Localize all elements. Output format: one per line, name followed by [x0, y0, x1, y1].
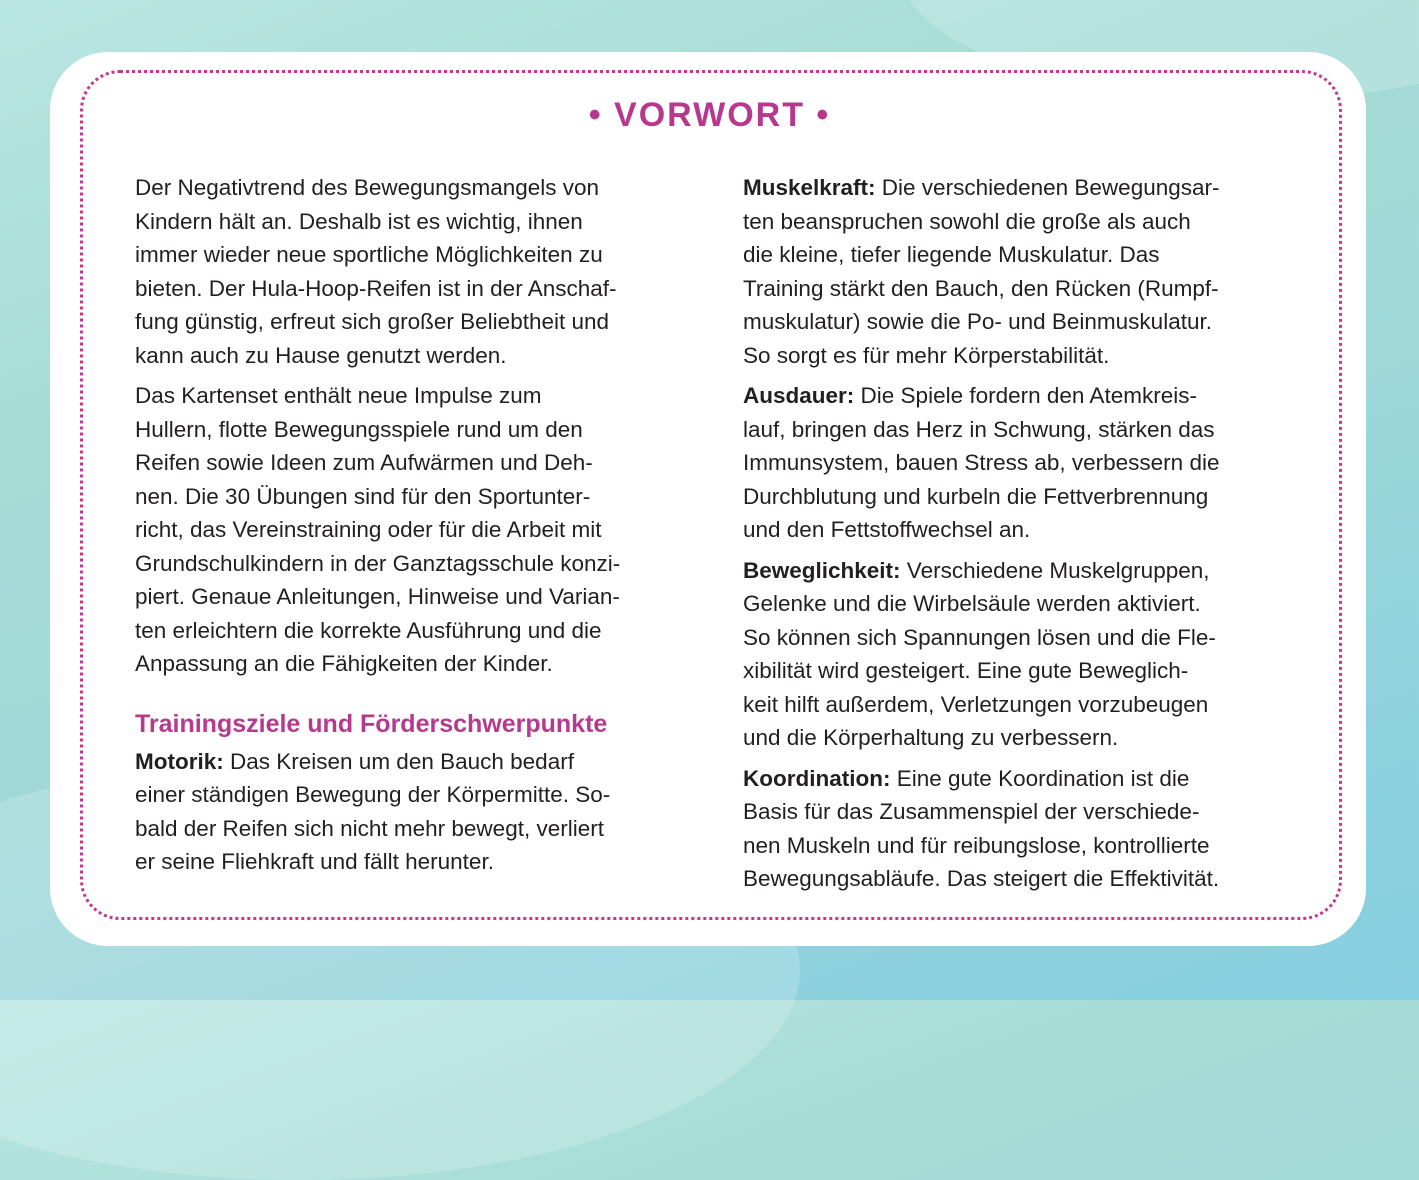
text-line: Gelenke und die Wirbelsäule werden aktiviert.	[743, 591, 1201, 616]
text-line: einer ständigen Bewegung der Körpermitte. So-	[135, 782, 611, 807]
text-run: Eine gute Koordination ist die	[890, 765, 1190, 791]
text-line: bieten. Der Hula-Hoop-Reifen ist in der Anschaf-	[135, 275, 617, 301]
text-line	[743, 379, 1303, 413]
text-line: nen Muskeln und für reibungslose, kontrollierte	[743, 832, 1210, 858]
text-line: kann auch zu Hause genutzt werden.	[135, 342, 507, 368]
intro-paragraph	[135, 171, 695, 372]
text-line: ten erleichtern die korrekte Ausführung und die	[135, 617, 602, 643]
text-line: Das Kartenset enthält neue Impulse zum	[135, 383, 542, 408]
text-line: Durchblutung und kurbeln die Fettverbrennung	[743, 483, 1209, 509]
text-run: Die Spiele fordern den Atemkreis-	[854, 383, 1197, 408]
right-column	[743, 171, 1303, 903]
text-line	[743, 554, 1303, 588]
text-line: und den Fettstoffwechsel an.	[743, 517, 1031, 542]
cardset-paragraph	[135, 379, 695, 681]
text-line: immer wieder neue sportliche Möglichkeiten zu	[135, 242, 603, 267]
text-line	[743, 762, 1303, 796]
text-line: er seine Fliehkraft und fällt herunter.	[135, 849, 494, 874]
section-heading: Trainingsziele und Förderschwerpunkte	[135, 709, 608, 738]
text-line: Basis für das Zusammenspiel der verschiede-	[743, 799, 1200, 824]
text-line: Der Negativtrend des Bewegungsmangels von	[135, 175, 600, 200]
text-line: Hullern, flotte Bewegungsspiele rund um den	[135, 416, 583, 442]
text-line: und die Körperhaltung zu verbessern.	[743, 725, 1119, 750]
text-line: Kindern hält an. Deshalb ist es wichtig, ihnen	[135, 208, 583, 234]
motorik-label: Motorik:	[135, 748, 224, 774]
text-line: muskulatur) sowie die Po- und Beinmuskulatur.	[743, 309, 1212, 334]
text-run: Das Kreisen um den Bauch bedarf	[223, 748, 574, 774]
text-line: So sorgt es für mehr Körperstabilität.	[743, 342, 1110, 368]
motorik-paragraph	[135, 745, 695, 879]
text-line: piert. Genaue Anleitungen, Hinweise und Varian-	[135, 584, 620, 609]
text-line: Immunsystem, bauen Stress ab, verbessern die	[743, 450, 1220, 475]
text-line: Reifen sowie Ideen zum Aufwärmen und Deh-	[135, 450, 593, 475]
muskelkraft-paragraph	[743, 171, 1303, 372]
text-line: Grundschulkindern in der Ganztagsschule konzi-	[135, 550, 621, 576]
text-line: keit hilft außerdem, Verletzungen vorzubeugen	[743, 691, 1209, 717]
text-run: Die verschiedenen Bewegungsar-	[875, 175, 1220, 200]
text-line: lauf, bringen das Herz in Schwung, stärken das	[743, 416, 1215, 442]
text-line	[743, 171, 1303, 205]
beweglichkeit-label: Beweglichkeit:	[743, 557, 901, 583]
ausdauer-paragraph	[743, 379, 1303, 547]
beweglichkeit-paragraph	[743, 554, 1303, 755]
text-line: Training stärkt den Bauch, den Rücken (Rumpf-	[743, 275, 1219, 301]
text-line: Anpassung an die Fähigkeiten der Kinder.	[135, 651, 553, 676]
text-line	[135, 745, 695, 779]
page-title: • VORWORT •	[588, 96, 831, 134]
text-line: die kleine, tiefer liegende Muskulatur. Das	[743, 242, 1160, 267]
text-line: ten beanspruchen sowohl die große als auch	[743, 208, 1191, 234]
text-line: xibilität wird gesteigert. Eine gute Beweglich-	[743, 658, 1189, 683]
text-line: richt, das Vereinstraining oder für die Arbeit mit	[135, 517, 602, 542]
left-column	[135, 171, 695, 886]
muskelkraft-label: Muskelkraft:	[743, 175, 876, 200]
text-line: Bewegungsabläufe. Das steigert die Effektivität.	[743, 866, 1220, 891]
text-line: nen. Die 30 Übungen sind für den Sportunter-	[135, 483, 591, 509]
koordination-paragraph	[743, 762, 1303, 896]
ausdauer-label: Ausdauer:	[743, 383, 855, 408]
text-line: fung günstig, erfreut sich großer Beliebtheit und	[135, 309, 610, 334]
text-line: bald der Reifen sich nicht mehr bewegt, verliert	[135, 815, 604, 841]
koordination-label: Koordination:	[743, 765, 891, 791]
text-run: Verschiedene Muskelgruppen,	[900, 557, 1210, 583]
text-line: So können sich Spannungen lösen und die Fle-	[743, 624, 1216, 650]
